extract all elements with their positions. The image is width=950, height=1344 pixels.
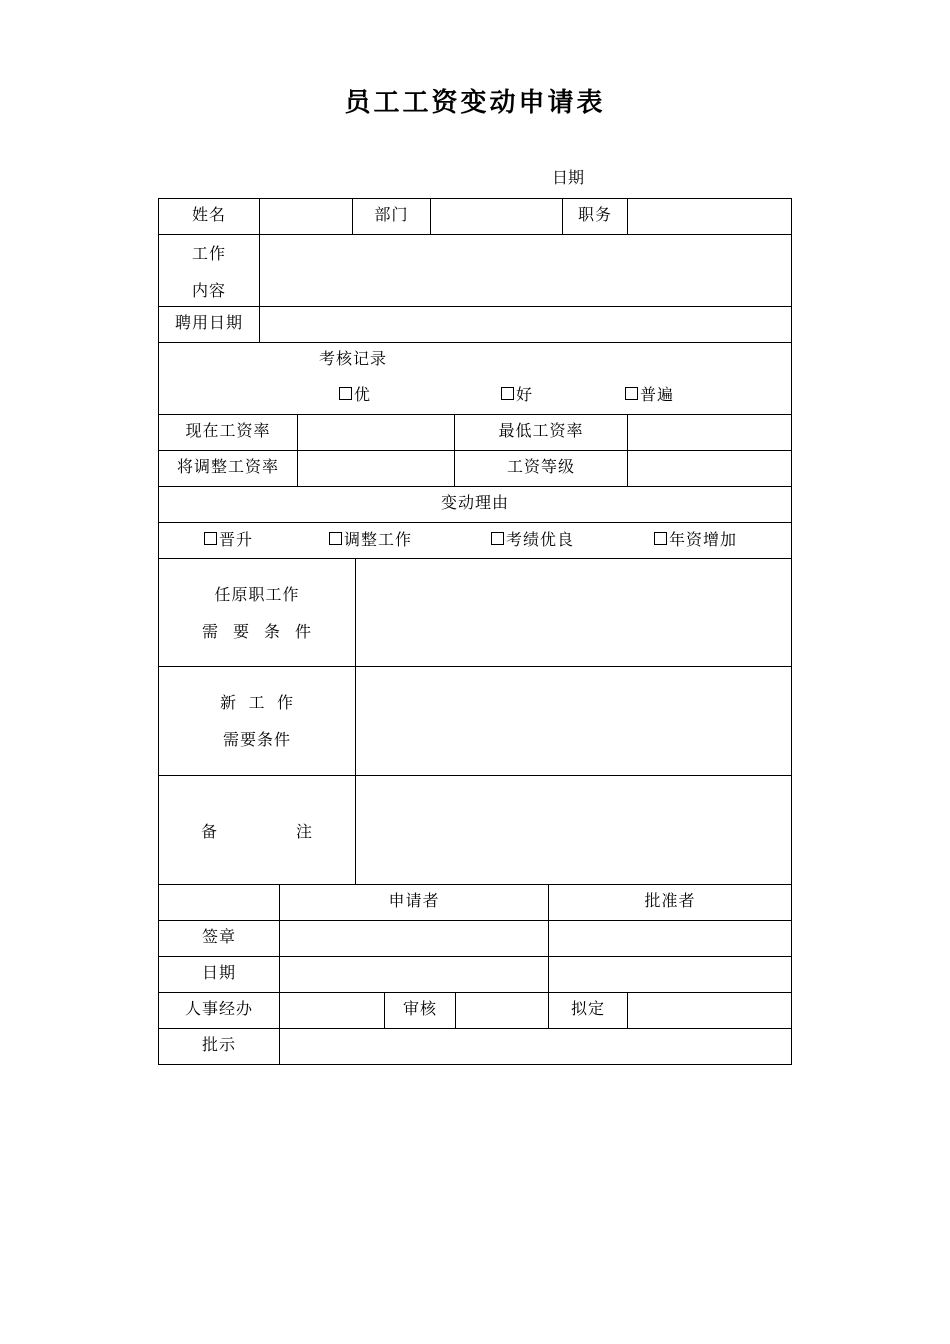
checkbox-icon [204, 532, 217, 545]
current-wage-label: 现在工资率 [158, 414, 298, 451]
applicant-seal-field[interactable] [279, 920, 549, 957]
minimum-wage-field[interactable] [627, 414, 792, 451]
original-requirements-label: 任原职工作 需 要 条 件 [158, 558, 356, 667]
approval-corner-cell [158, 884, 280, 921]
new-requirements-field[interactable] [355, 666, 792, 776]
reason-option-good-performance[interactable]: 考绩优良 [491, 527, 574, 550]
work-content-field[interactable] [259, 234, 792, 307]
checkbox-icon [339, 387, 352, 400]
hr-handler-label: 人事经办 [158, 992, 280, 1029]
minimum-wage-label: 最低工资率 [454, 414, 628, 451]
assessment-option-average[interactable]: 普遍 [625, 382, 674, 405]
hr-handler-field[interactable] [279, 992, 385, 1029]
checkbox-icon [625, 387, 638, 400]
remarks-field[interactable] [355, 775, 792, 885]
checkbox-icon [654, 532, 667, 545]
current-wage-field[interactable] [297, 414, 455, 451]
new-requirements-label: 新 工 作 需要条件 [158, 666, 356, 776]
adjusted-wage-field[interactable] [297, 450, 455, 487]
change-reason-title: 变动理由 [158, 486, 792, 523]
assessment-option-good[interactable]: 好 [501, 382, 533, 405]
applicant-header: 申请者 [279, 884, 549, 921]
checkbox-icon [491, 532, 504, 545]
instruction-field[interactable] [279, 1028, 792, 1065]
position-field[interactable] [627, 198, 792, 235]
draft-label: 拟定 [548, 992, 628, 1029]
reason-option-promotion[interactable]: 晋升 [204, 527, 253, 550]
adjusted-wage-label: 将调整工资率 [158, 450, 298, 487]
form-title: 员工工资变动申请表 [344, 88, 606, 118]
checkbox-icon [329, 532, 342, 545]
position-label: 职务 [562, 198, 628, 235]
review-field[interactable] [455, 992, 549, 1029]
date-label: 日期 [552, 168, 585, 187]
draft-field[interactable] [627, 992, 792, 1029]
approver-header: 批准者 [548, 884, 792, 921]
name-label: 姓名 [158, 198, 260, 235]
reason-option-job-adjustment[interactable]: 调整工作 [329, 527, 412, 550]
assessment-option-excellent[interactable]: 优 [339, 382, 371, 405]
remarks-label: 备 注 [158, 775, 356, 885]
wage-change-form [158, 198, 792, 1068]
instruction-label: 批示 [158, 1028, 280, 1065]
assessment-title: 考核记录 [319, 349, 388, 368]
hire-date-label: 聘用日期 [158, 306, 260, 343]
approver-date-field[interactable] [548, 956, 792, 993]
department-field[interactable] [430, 198, 563, 235]
change-reason-options [158, 522, 792, 559]
name-field[interactable] [259, 198, 353, 235]
seal-label: 签章 [158, 920, 280, 957]
applicant-date-field[interactable] [279, 956, 549, 993]
wage-grade-field[interactable] [627, 450, 792, 487]
assessment-section [158, 342, 792, 415]
original-requirements-field[interactable] [355, 558, 792, 667]
reason-option-seniority-increase[interactable]: 年资增加 [654, 527, 737, 550]
department-label: 部门 [352, 198, 431, 235]
wage-grade-label: 工资等级 [454, 450, 628, 487]
checkbox-icon [501, 387, 514, 400]
review-label: 审核 [384, 992, 456, 1029]
hire-date-field[interactable] [259, 306, 792, 343]
work-content-label: 工作 内容 [158, 234, 260, 307]
approver-seal-field[interactable] [548, 920, 792, 957]
approval-date-label: 日期 [158, 956, 280, 993]
